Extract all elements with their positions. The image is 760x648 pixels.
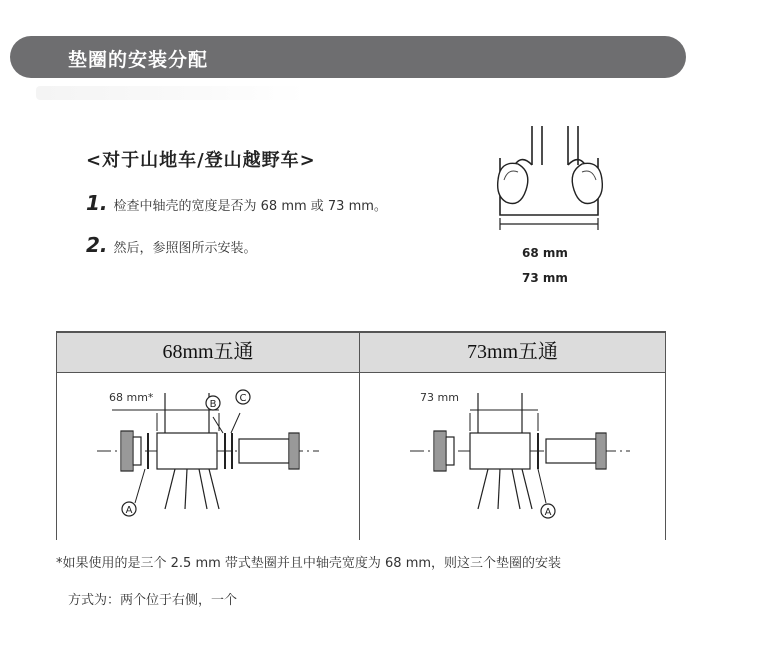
step-2 [86, 233, 257, 257]
faded-watermark-strip [36, 86, 306, 100]
step-2-number: 2. [86, 233, 108, 257]
bottom-bracket-shell-diagram [490, 120, 610, 240]
step-1-number: 1. [86, 191, 108, 215]
step-1-text: 检查中轴壳的宽度是否为 68 mm 或 73 mm。 [113, 199, 387, 214]
dimension-label-73: 73 mm [420, 391, 459, 404]
marker-c: C [239, 393, 247, 404]
table-header-68: 68mm五通 [162, 341, 254, 363]
footnote-line-2: 方式为：两个位于右侧，一个 [68, 593, 238, 608]
dimension-label-68: 68 mm* [109, 391, 154, 404]
measure-73: 73 mm [522, 271, 568, 285]
mtb-subtitle: <对于山地车/登山越野车> [86, 150, 316, 171]
marker-a-right: A [544, 507, 552, 518]
step-1 [86, 191, 387, 215]
footnote-line-1: *如果使用的是三个 2.5 mm 带式垫圈并且中轴壳宽度为 68 mm，则这三个垫圈的安装 [56, 556, 562, 571]
spacer-table [56, 331, 666, 540]
marker-a-left: A [125, 505, 133, 516]
spacer-diagram-68 [57, 373, 359, 540]
table-header-73: 73mm五通 [466, 341, 559, 363]
section-title: 垫圈的安装分配 [68, 49, 209, 71]
step-2-text: 然后，参照图所示安装。 [113, 241, 257, 256]
marker-b: B [209, 399, 217, 410]
section-banner [10, 36, 686, 78]
spacer-diagram-73 [360, 373, 665, 540]
table-header-row [57, 333, 665, 373]
measure-68: 68 mm [522, 246, 568, 260]
